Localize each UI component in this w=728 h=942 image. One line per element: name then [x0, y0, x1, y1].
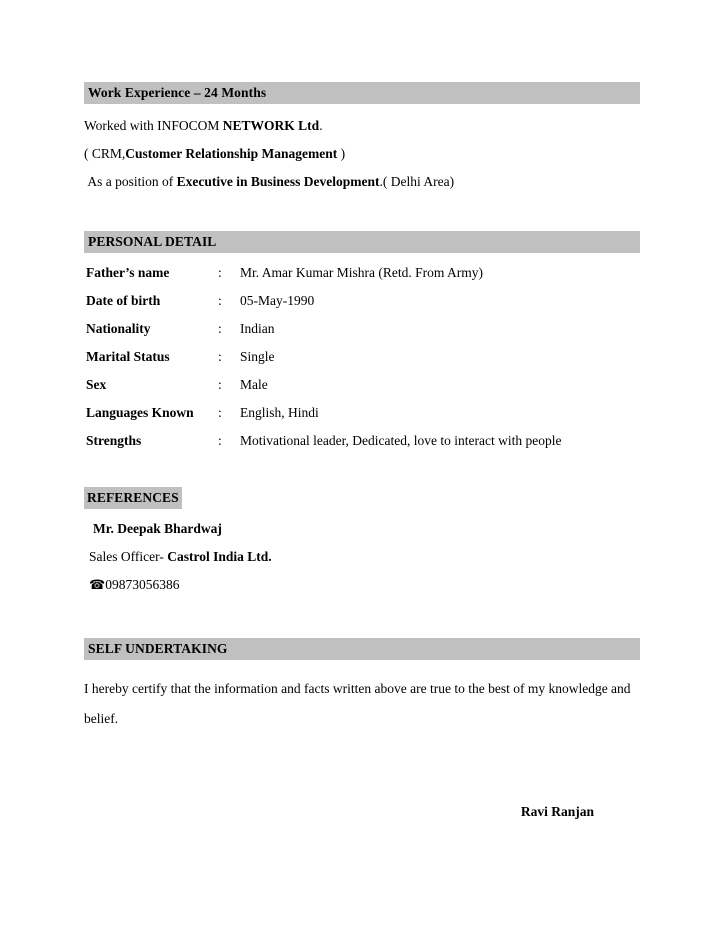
work-experience-line-3: [84, 172, 646, 191]
table-row: [86, 291, 561, 319]
work-experience-line-1-tail: .: [319, 118, 323, 133]
personal-detail-table: [86, 263, 561, 459]
detail-label: Languages Known: [86, 405, 194, 420]
work-experience-line-1: [84, 116, 646, 135]
detail-colon: :: [218, 433, 222, 448]
self-undertaking-text: I hereby certify that the information and facts written above are true to the best of my knowledge and belief.: [84, 681, 631, 726]
section-heading-references: REFERENCES: [84, 487, 182, 509]
table-row: [86, 263, 561, 291]
table-row: [86, 403, 561, 431]
work-experience-line-1-bold: NETWORK Ltd: [222, 118, 320, 133]
work-experience-line-2: [84, 144, 646, 163]
detail-value: 05-May-1990: [240, 293, 315, 308]
reference-role-plain: Sales Officer-: [89, 549, 168, 564]
reference-role: [89, 547, 646, 566]
reference-phone-line: [89, 575, 646, 595]
detail-label: Father’s name: [86, 265, 170, 280]
table-row: [86, 375, 561, 403]
section-heading-work-experience: Work Experience – 24 Months: [84, 82, 640, 104]
table-row: [86, 347, 561, 375]
work-experience-line-1-plain: Worked with INFOCOM: [84, 118, 223, 133]
detail-label: Date of birth: [86, 293, 161, 308]
detail-value: Indian: [240, 321, 275, 336]
detail-label: Sex: [86, 377, 107, 392]
detail-value: Male: [240, 377, 268, 392]
detail-colon: :: [218, 405, 222, 420]
detail-label: Nationality: [86, 321, 151, 336]
table-row: [86, 431, 561, 459]
detail-value: Single: [240, 349, 275, 364]
signature-name: Ravi Ranjan: [520, 804, 594, 819]
table-row: [86, 319, 561, 347]
detail-colon: :: [218, 349, 222, 364]
reference-company: Castrol India Ltd.: [167, 549, 272, 564]
reference-phone: 09873056386: [105, 577, 180, 592]
self-undertaking-block: [84, 674, 646, 734]
work-experience-line-3-bold: Executive in Business Development: [176, 174, 380, 189]
detail-colon: :: [218, 265, 222, 280]
work-experience-line-3-tail: .( Delhi Area): [379, 174, 455, 189]
work-experience-line-2-tail: ): [337, 146, 346, 161]
work-experience-line-2-bold: Customer Relationship Management: [125, 146, 338, 161]
detail-value: Motivational leader, Dedicated, love to interact with people: [240, 433, 562, 448]
section-heading-self-undertaking: SELF UNDERTAKING: [84, 638, 640, 660]
detail-value: English, Hindi: [240, 405, 319, 420]
section-heading-personal-detail: PERSONAL DETAIL: [84, 231, 640, 253]
telephone-icon: ☎: [89, 578, 106, 593]
detail-value: Mr. Amar Kumar Mishra (Retd. From Army): [240, 265, 483, 280]
references-block: [89, 519, 646, 595]
work-experience-line-2-plain: ( CRM,: [84, 146, 126, 161]
detail-colon: :: [218, 321, 222, 336]
detail-colon: :: [218, 293, 222, 308]
reference-name: Mr. Deepak Bhardwaj: [93, 521, 222, 536]
detail-label: Marital Status: [86, 349, 170, 364]
detail-colon: :: [218, 377, 222, 392]
detail-label: Strengths: [86, 433, 142, 448]
document-content: [84, 82, 646, 820]
work-experience-line-3-plain: As a position of: [84, 174, 177, 189]
